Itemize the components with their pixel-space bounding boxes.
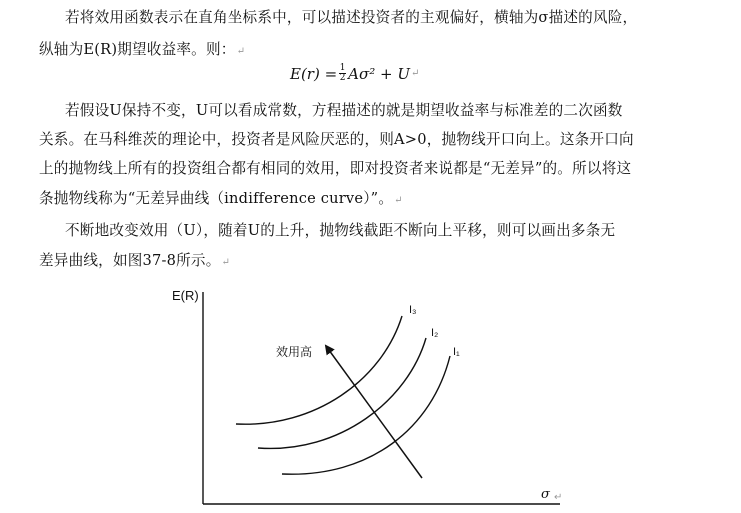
curve-label-i1: I₁: [453, 346, 460, 358]
fraction-denominator: 2: [339, 73, 346, 83]
arrow-label: 效用高: [276, 345, 313, 359]
curve-label-i2: I₂: [431, 327, 439, 339]
paragraph-text: 若假设U保持不变，U可以看成常数，方程描述的就是期望收益率与标准差的二次函数: [65, 102, 623, 119]
y-axis-label: E(R): [172, 288, 199, 303]
x-axis-label: σ: [541, 487, 550, 502]
paragraph-text: 条抛物线称为“无差异曲线（indifference curve）”。: [39, 190, 394, 207]
return-mark: ↵: [221, 257, 231, 268]
curve-label-i3: I₃: [409, 304, 417, 316]
paragraph-text: 纵轴为E(R)期望收益率。则：: [39, 41, 236, 58]
equation-lhs: E(r) =: [290, 64, 338, 83]
paragraph-text: 上的抛物线上所有的投资组合都有相同的效用，即对投资者来说都是“无差异”的。所以将这: [39, 160, 632, 177]
return-mark: ↵: [411, 68, 420, 79]
paragraph-text: 差异曲线，如图37-8所示。: [39, 252, 221, 269]
return-mark: ↵: [236, 46, 246, 57]
fraction-numerator: 1: [339, 63, 346, 73]
paragraph-text: 关系。在马科维茨的理论中，投资者是风险厌恶的，则A>0，抛物线开口向上。这条开口向: [39, 131, 634, 148]
paragraph-text: 若将效用函数表示在直角坐标系中，可以描述投资者的主观偏好，横轴为σ描述的风险，: [65, 9, 638, 26]
return-mark: ↵: [394, 195, 403, 206]
indifference-curve-i1: [282, 356, 450, 474]
paragraph-text: 不断地改变效用（U），随着U的上升，抛物线截距不断向上平移，则可以画出多条无: [65, 222, 616, 239]
indifference-curve-i3: [236, 316, 402, 424]
equation-term: Aσ² + U: [348, 64, 411, 83]
return-mark: ↵: [554, 492, 563, 503]
